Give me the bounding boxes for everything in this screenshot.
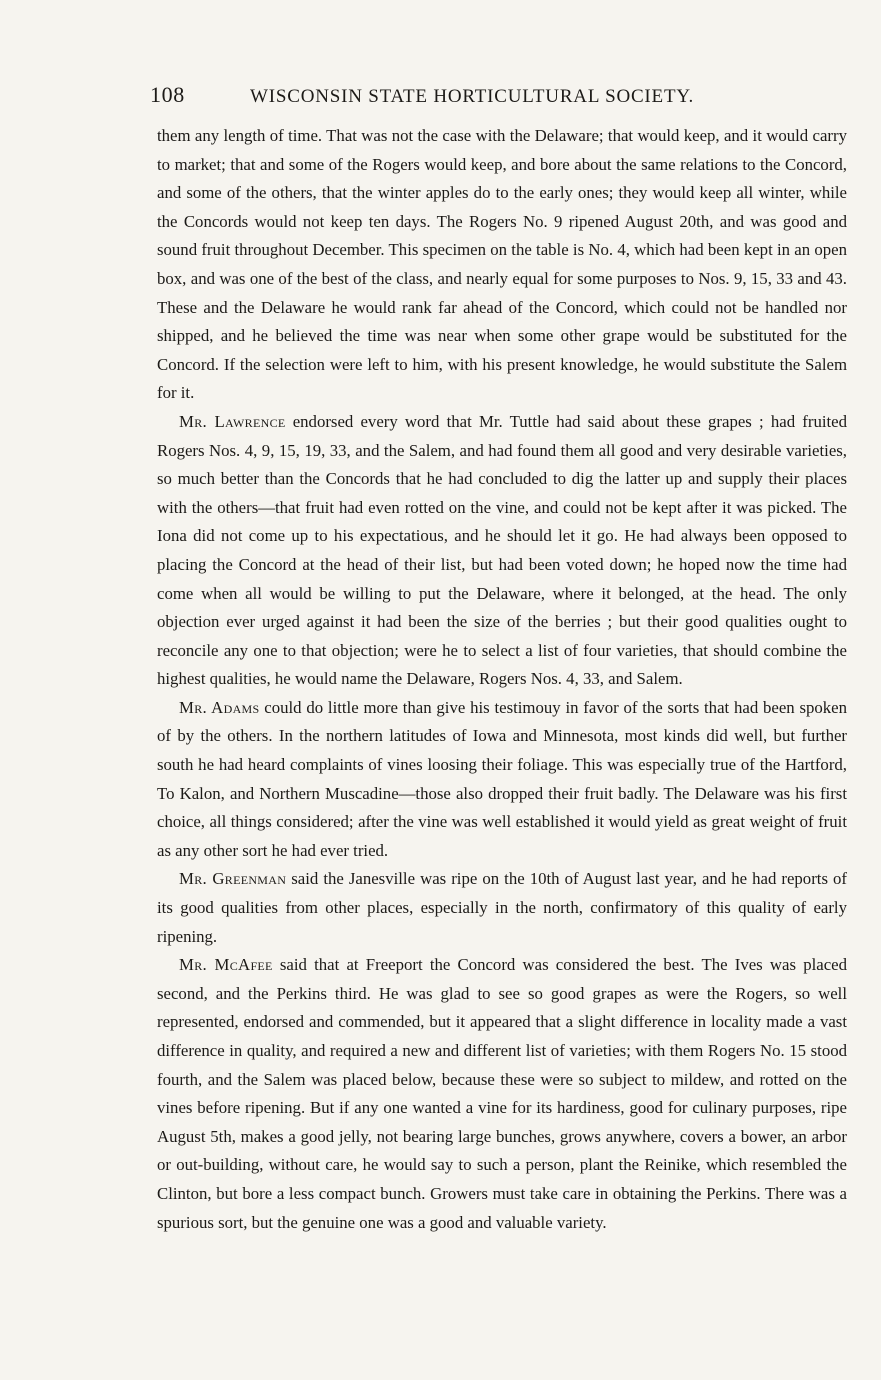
- paragraph-lawrence: [157, 408, 847, 694]
- running-head: WISCONSIN STATE HORTICULTURAL SOCIETY.: [250, 86, 694, 107]
- body-text: [157, 122, 847, 1237]
- speaker-name: Mr. Lawrence: [179, 411, 286, 431]
- speaker-name: Mr. Greenman: [179, 869, 287, 889]
- page-header: [150, 82, 730, 108]
- paragraph-greenman: [157, 865, 847, 951]
- paragraph-text: endorsed every word that Mr. Tuttle had said about these grapes ; had fruited Rogers Nos. 4, 9, 15, 19, 33, and the Salem, and had found them all good and very desirable varieties, so much better than the Concords that he had concluded to dig the latter up and supply their places with the others—that fruit had even rotted on the vine, and could not be kept after it was picked. The Iona did not come up to his expectatious, and he should let it go. He had always been opposed to placing the Concord at the head of their list, but had been voted down; he hoped now the time had come when all would be willing to put the Delaware, where it belonged, at the head. The only objection ever urged against it had been the size of the berries ; but their good qualities ought to reconcile any one to that objection; were he to select a list of four varieties, that should combine the highest qualities, he would name the Delaware, Rogers Nos. 4, 33, and Salem.: [157, 411, 847, 689]
- paragraph-text: them any length of time. That was not the case with the Delaware; that would keep, and it would carry to market; that and some of the Rogers would keep, and bore about the same relations to the Concord, and some of the others, that the winter apples do to the early ones; they would keep all winter, while the Concords would not keep ten days. The Rogers No. 9 ripened August 20th, and was good and sound fruit throughout December. This specimen on the table is No. 4, which had been kept in an open box, and was one of the best of the class, and nearly equal for some purposes to Nos. 9, 15, 33 and 43. These and the Delaware he would rank far ahead of the Concord, which could not be handled nor shipped, and he believed the time was near when some other grape would be substituted for the Concord. If the selection were left to him, with his present knowledge, he would substitute the Salem for it.: [157, 126, 847, 403]
- paragraph-mcafee: [157, 951, 847, 1237]
- speaker-name: Mr. McAfee: [179, 955, 273, 975]
- paragraph-tuttle-continued: [157, 122, 847, 408]
- page-number: 108: [150, 82, 185, 107]
- paragraph-text: said that at Freeport the Concord was considered the best. The Ives was placed second, and the Perkins third. He was glad to see so good grapes as were the Rogers, so well represented, endorsed and commended, but it appeared that a slight difference in locality made a vast difference in quality, and required a new and different list of varieties; with them Rogers No. 15 stood fourth, and the Salem was placed below, because these were so subject to mildew, and rotted on the vines before ripening. But if any one wanted a vine for its hardiness, good for culinary purposes, ripe August 5th, makes a good jelly, not bearing large bunches, grows anywhere, covers a bower, an arbor or out-building, without care, he would say to such a person, plant the Reinike, which resembled the Clinton, but bore a less compact bunch. Growers must take care in obtaining the Perkins. There was a spurious sort, but the genuine one was a good and valuable variety.: [157, 955, 847, 1232]
- paragraph-adams: [157, 694, 847, 866]
- paragraph-text: said the Janesville was ripe on the 10th of August last year, and he had reports of its good qualities from other places, especially in the north, confirmatory of this quality of early ripening.: [157, 869, 847, 946]
- speaker-name: Mr. Adams: [179, 697, 260, 717]
- paragraph-text: could do little more than give his testimouy in favor of the sorts that had been spoken of by the others. In the northern latitudes of Iowa and Minnesota, most kinds did well, but further south he had heard complaints of vines loosing their foliage. This was especially true of the Hartford, To Kalon, and Northern Muscadine—those also dropped their fruit badly. The Delaware was his first choice, all things considered; after the vine was well established it would yield as great weight of fruit as any other sort he had ever tried.: [157, 697, 848, 860]
